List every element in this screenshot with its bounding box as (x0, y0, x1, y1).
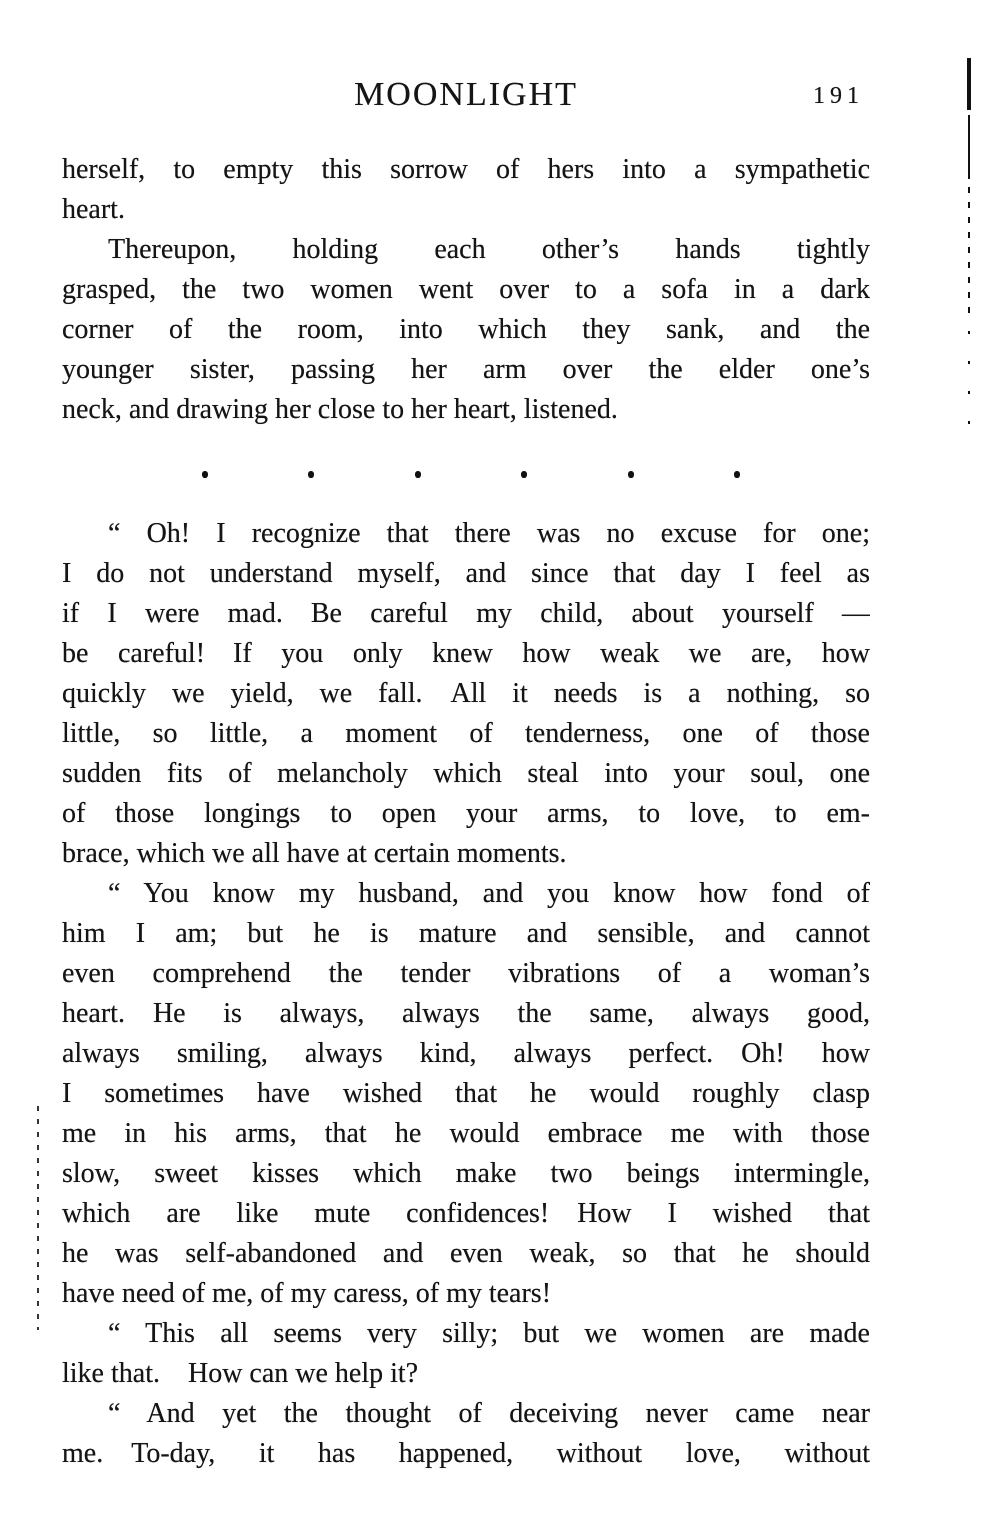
text-line: he was self-abandoned and even weak, so that he should (62, 1238, 870, 1269)
paragraph (62, 1314, 870, 1394)
text-line: even comprehend the tender vibrations of a woman’s (62, 958, 870, 989)
text-line: of those longings to open your arms, to love, to em- (62, 798, 870, 829)
text-line: which are like mute confidences! How I wished that (62, 1198, 870, 1229)
scan-artifact-left-edge (37, 1106, 39, 1330)
page-title: MOONLIGHT (354, 76, 578, 113)
text-line: corner of the room, into which they sank, and the (62, 314, 870, 345)
paragraph (62, 874, 870, 1314)
text-line: “ You know my husband, and you know how fond of (108, 878, 870, 909)
text-line: sudden fits of melancholy which steal into your soul, one (62, 758, 870, 789)
paragraph (62, 514, 870, 874)
text-line: always smiling, always kind, always perfect. Oh! how (62, 1038, 870, 1069)
page-content (62, 76, 870, 1474)
text-line: have need of me, of my caress, of my tears! (62, 1278, 552, 1309)
text-line: like that. How can we help it? (62, 1358, 419, 1389)
text-line: me. To-day, it has happened, without love, without (62, 1438, 870, 1469)
text-line: quickly we yield, we fall. All it needs is a nothing, so (62, 678, 870, 709)
text-block (62, 150, 870, 1474)
text-line: me in his arms, that he would embrace me with those (62, 1118, 870, 1149)
text-line: “ And yet the thought of deceiving never came near (108, 1398, 870, 1429)
text-line: him I am; but he is mature and sensible, and cannot (62, 918, 870, 949)
paragraph (62, 150, 870, 230)
scan-mark (968, 115, 970, 179)
text-line: I sometimes have wished that he would roughly clasp (62, 1078, 870, 1109)
text-line: “ Oh! I recognize that there was no excuse for one; (108, 518, 870, 549)
text-line: heart. (62, 194, 125, 225)
separator-dot (308, 471, 314, 478)
text-line: younger sister, passing her arm over the elder one’s (62, 354, 870, 385)
text-line: slow, sweet kisses which make two beings intermingle, (62, 1158, 870, 1189)
separator-dot (734, 471, 740, 478)
paragraph (62, 230, 870, 430)
text-line: herself, to empty this sorrow of hers into a sympathetic (62, 154, 870, 185)
scan-mark (967, 58, 971, 110)
text-line: heart. He is always, always the same, always good, (62, 998, 870, 1029)
scan-artifact-right-edge (966, 58, 972, 451)
scan-mark (968, 187, 970, 317)
text-line: grasped, the two women went over to a sofa in a dark (62, 274, 870, 305)
paragraph (62, 1394, 870, 1474)
separator-dot (415, 471, 421, 478)
section-separator-dots (202, 468, 740, 480)
text-line: I do not understand myself, and since that day I feel as (62, 558, 870, 589)
text-line: neck, and drawing her close to her heart, listened. (62, 394, 618, 425)
page-header (62, 76, 870, 114)
separator-dot (202, 471, 208, 478)
text-line: if I were mad. Be careful my child, about yourself — (62, 598, 870, 629)
separator-dot (628, 471, 634, 478)
text-line: little, so little, a moment of tenderness, one of those (62, 718, 870, 749)
page-number: 191 (813, 83, 864, 109)
separator-dot (521, 471, 527, 478)
text-line: “ This all seems very silly; but we women are made (108, 1318, 870, 1349)
text-line: brace, which we all have at certain moments. (62, 838, 567, 869)
text-line: Thereupon, holding each other’s hands tightly (108, 234, 870, 265)
text-line: be careful! If you only knew how weak we are, how (62, 638, 870, 669)
scan-mark (968, 331, 970, 451)
